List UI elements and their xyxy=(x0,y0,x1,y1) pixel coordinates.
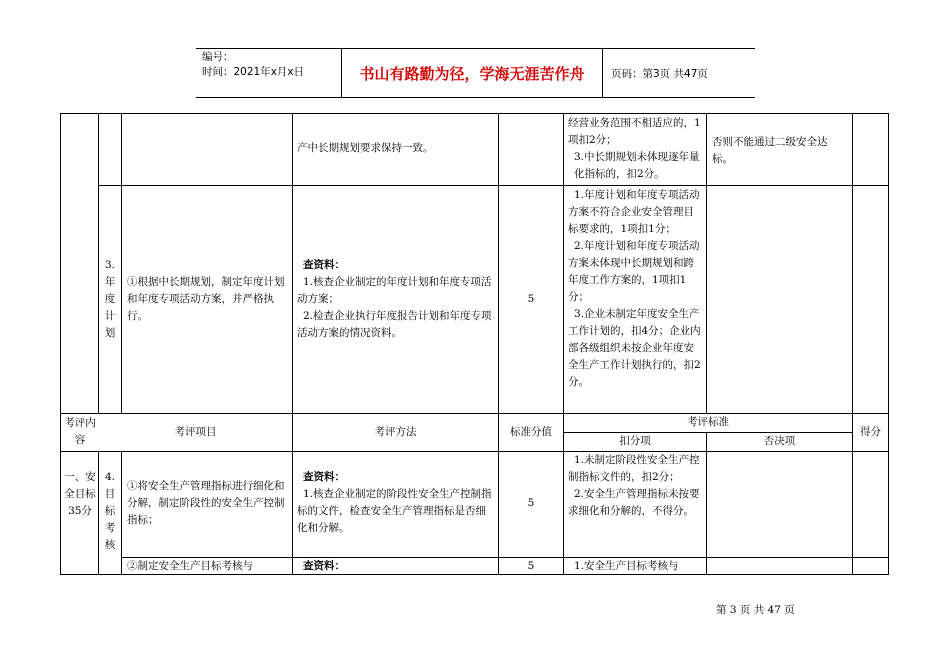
page-footer: 第 3 页 共 47 页 xyxy=(716,604,795,616)
row3-method xyxy=(297,469,495,537)
head-deduct: 扣分项 xyxy=(619,435,651,447)
row1-deduct-1: 经营业务范围不相适应的，1项扣2分； xyxy=(568,117,701,146)
number-label: 编号： xyxy=(202,51,234,63)
row2-deduct-2: 2.年度计划和年度专项活动方案未体现中长期规划和跨年度工作方案的，1项扣1分； xyxy=(568,240,700,303)
head-method: 考评方法 xyxy=(374,426,417,438)
page-header xyxy=(196,48,755,98)
row4-score: 5 xyxy=(527,560,535,572)
row2-method-1: 1.核查企业制定的年度计划和年度专项活动方案； xyxy=(297,276,492,305)
row3-deduct-1: 1.未制定阶段性安全生产控制指标文件的，扣2分； xyxy=(568,454,700,483)
row4-item: ②制定安全生产目标考核与 xyxy=(127,560,253,572)
row3-content: 一、安全目标35分 xyxy=(64,471,96,517)
row1-deduct xyxy=(568,115,702,183)
row3-score: 5 xyxy=(527,497,535,509)
row2-subitem: 3.年度计划 xyxy=(104,259,116,339)
time-label: 时间：2021年x月x日 xyxy=(202,66,305,78)
row2-deduct xyxy=(568,187,702,391)
head-veto: 否决项 xyxy=(763,435,796,447)
row2-method xyxy=(297,257,495,342)
row2-score: 5 xyxy=(527,293,535,305)
row3-deduct xyxy=(568,452,702,520)
row3-method-1: 1.核查企业制定的阶段性安全生产控制指标的文件，检查安全生产管理指标是否细化和分解。 xyxy=(297,488,492,534)
row3-item: ①将安全生产管理指标进行细化和分解，制定阶段性的安全生产控制指标； xyxy=(127,480,285,526)
head-score: 标准分值 xyxy=(510,426,552,438)
row2-method-2: 2.检查企业执行年度报告计划和年度专项活动方案的情况资料。 xyxy=(297,310,492,339)
head-content: 考评内容 xyxy=(64,417,96,446)
row2-deduct-3: 3.企业未制定年度安全生产工作计划的，扣4分；企业内部各级组织未按企业年度安全生产工作计划执行的，扣2分。 xyxy=(568,308,701,388)
page-label: 页码：第3页 共47页 xyxy=(611,67,708,80)
row1-method: 产中长期规划要求保持一致。 xyxy=(297,142,434,154)
row1-veto: 否则不能通过二级安全达标。 xyxy=(712,136,828,165)
head-standard: 考评标准 xyxy=(687,416,729,428)
row4-deduct: 1.安全生产目标考核与 xyxy=(574,560,679,572)
row3-subitem: 4.目标考核 xyxy=(104,471,116,551)
row3-method-title: 查资料： xyxy=(303,471,345,483)
row2-item: ①根据中长期规划，制定年度计划和年度专项活动方案，并严格执行。 xyxy=(127,276,285,322)
row3-deduct-2: 2.安全生产管理指标未按要求细化和分解的，不得分。 xyxy=(568,488,700,517)
header-meta xyxy=(196,49,342,97)
header-motto: 书山有路勤为径，学海无涯苦作舟 xyxy=(342,49,603,97)
head-got: 得分 xyxy=(860,426,881,438)
row4-method-title: 查资料： xyxy=(303,560,345,572)
head-item: 考评项目 xyxy=(174,426,217,438)
row2-method-title: 查资料： xyxy=(303,259,345,271)
row2-deduct-1: 1.年度计划和年度专项活动方案不符合企业安全管理目标要求的，1项扣1分； xyxy=(568,189,700,235)
header-page xyxy=(603,49,755,97)
row1-deduct-2: 3.中长期规划未体现逐年量化指标的，扣2分。 xyxy=(574,151,700,180)
